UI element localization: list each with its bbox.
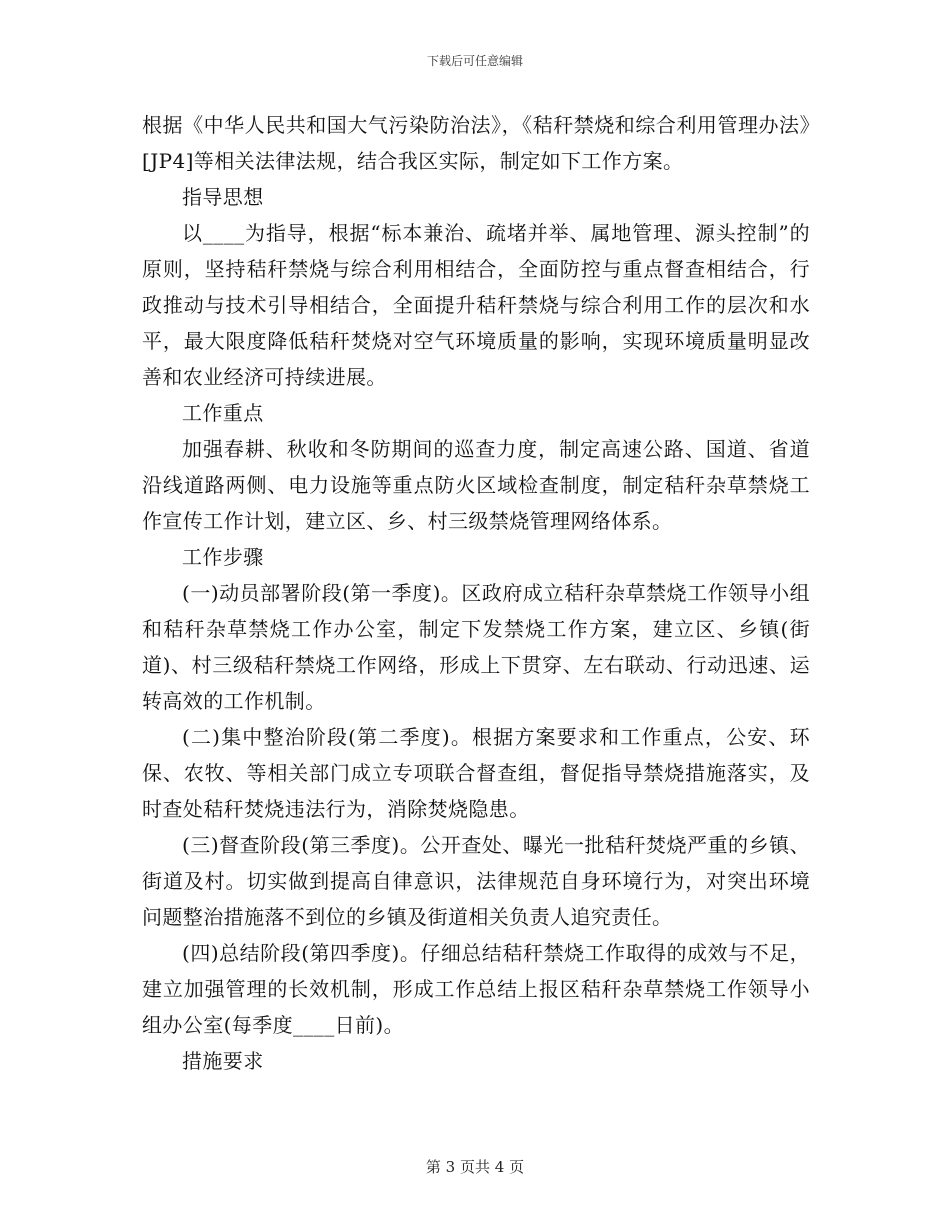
page-header-note: 下载后可任意编辑 bbox=[426, 54, 523, 68]
section-heading-guiding-ideology: 指导思想 bbox=[182, 185, 264, 209]
section-heading-work-focus: 工作重点 bbox=[182, 401, 264, 425]
section-heading-measures: 措施要求 bbox=[182, 1049, 264, 1073]
document-body bbox=[142, 107, 810, 1079]
paragraph-step-4: (四)总结阶段(第四季度)。仔细总结秸秆禁烧工作取得的成效与不足，建立加强管理的长效机制，形成工作总结上报区秸秆杂草禁烧工作领导小组办公室(每季度____日前)。 bbox=[142, 941, 810, 1037]
paragraph-guiding-ideology: 以____为指导，根据“标本兼治、疏堵并举、属地管理、源头控制”的原则，坚持秸秆禁烧与综合利用相结合，全面防控与重点督查相结合，行政推动与技术引导相结合，全面提升秸秆禁烧与综合利用工作的层次和水平，最大限度降低秸秆焚烧对空气环境质量的影响，实现环境质量明显改善和农业经济可持续进展。 bbox=[142, 221, 810, 389]
section-heading-work-steps: 工作步骤 bbox=[182, 545, 264, 569]
paragraph-work-focus: 加强春耕、秋收和冬防期间的巡查力度，制定高速公路、国道、省道沿线道路两侧、电力设施等重点防火区域检查制度，制定秸秆杂草禁烧工作宣传工作计划，建立区、乡、村三级禁烧管理网络体系。 bbox=[142, 437, 810, 533]
paragraph-intro: 根据《中华人民共和国大气污染防治法》，《秸秆禁烧和综合利用管理办法》[JP4]等相关法律法规，结合我区实际，制定如下工作方案。 bbox=[142, 113, 810, 173]
paragraph-step-2: (二)集中整治阶段(第二季度)。根据方案要求和工作重点，公安、环保、农牧、等相关部门成立专项联合督查组，督促指导禁烧措施落实，及时查处秸秆焚烧违法行为，消除焚烧隐患。 bbox=[142, 725, 810, 821]
page-number-footer: 第 3 页共 4 页 bbox=[425, 1158, 525, 1176]
paragraph-step-1: (一)动员部署阶段(第一季度)。区政府成立秸秆杂草禁烧工作领导小组和秸秆杂草禁烧工作办公室，制定下发禁烧工作方案，建立区、乡镇(街道)、村三级秸秆禁烧工作网络，形成上下贯穿、左右联动、行动迅速、运转高效的工作机制。 bbox=[142, 581, 810, 713]
paragraph-step-3: (三)督查阶段(第三季度)。公开查处、曝光一批秸秆焚烧严重的乡镇、街道及村。切实做到提高自律意识，法律规范自身环境行为，对突出环境问题整治措施落不到位的乡镇及街道相关负责人追究责任。 bbox=[142, 833, 810, 929]
